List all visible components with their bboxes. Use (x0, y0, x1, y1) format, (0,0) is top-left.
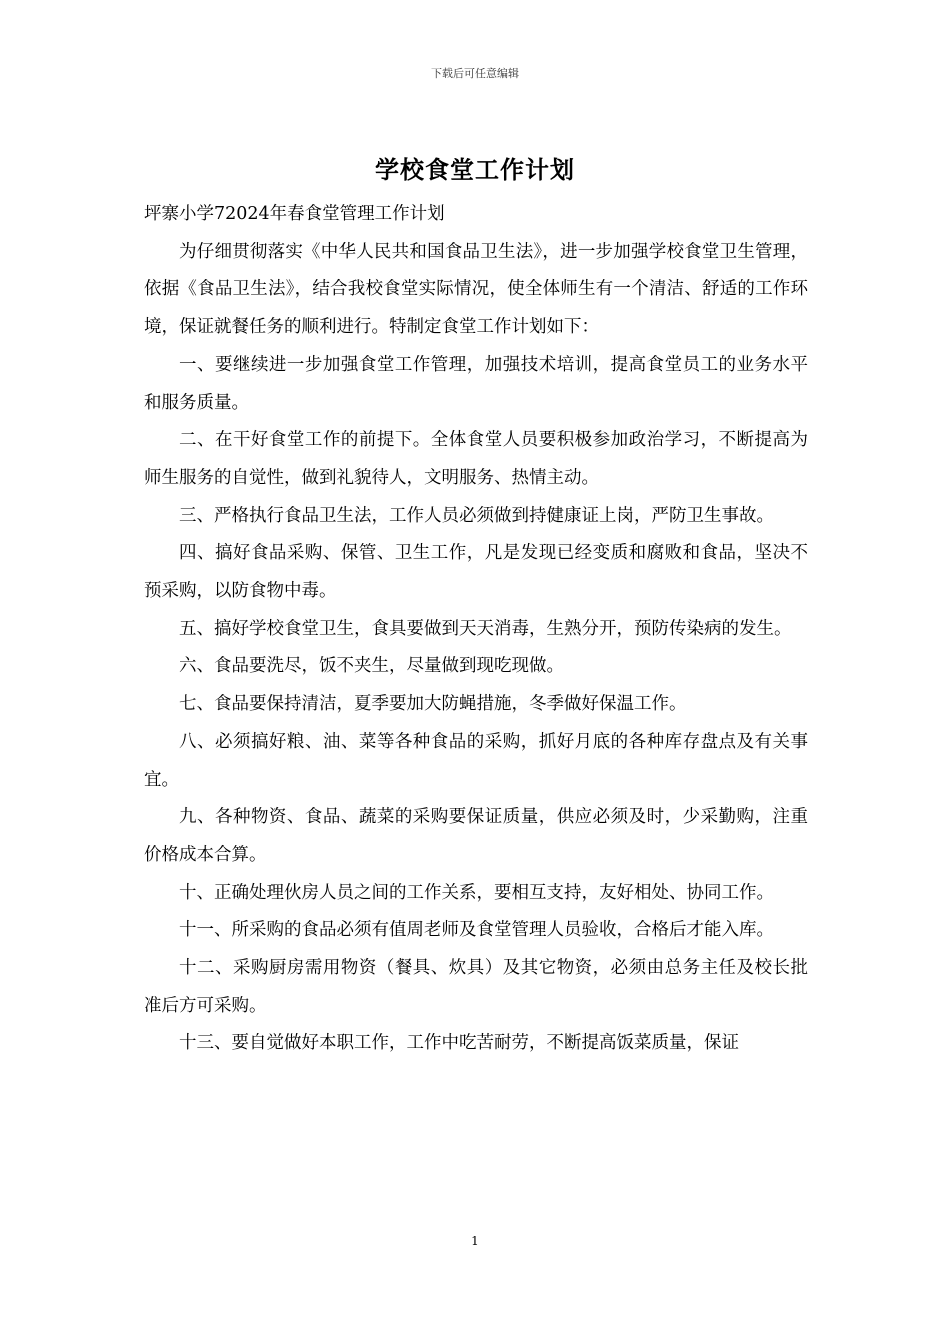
paragraph-item-8: 八、必须搞好粮、油、菜等各种食品的采购，抓好月底的各种库存盘点及有关事宜。 (144, 731, 808, 790)
paragraph-item-11: 十一、所采购的食品必须有值周老师及食堂管理人员验收，合格后才能入库。 (179, 920, 774, 941)
page-header-note: 下载后可任意编辑 (431, 67, 519, 80)
paragraph-item-7: 七、食品要保持清洁，夏季要加大防蝇措施，冬季做好保温工作。 (179, 694, 687, 715)
paragraph-item-9: 九、各种物资、食品、蔬菜的采购要保证质量，供应必须及时，少采勤购，注重价格成本合算。 (144, 807, 808, 865)
paragraph-item-5: 五、搞好学校食堂卫生，食具要做到天天消毒，生熟分开，预防传染病的发生。 (179, 618, 792, 639)
document-title: 学校食堂工作计划 (375, 155, 575, 184)
paragraph-item-12: 十二、采购厨房需用物资（餐具、炊具）及其它物资，必须由总务主任及校长批准后方可采购。 (144, 958, 808, 1016)
paragraph-item-2: 二、在干好食堂工作的前提下。全体食堂人员要积极参加政治学习，不断提高为师生服务的自觉性，做到礼貌待人，文明服务、热情主动。 (144, 430, 808, 488)
paragraph-item-10: 十、正确处理伙房人员之间的工作关系，要相互支持，友好相处、协同工作。 (179, 882, 774, 903)
document-body (144, 196, 808, 1063)
paragraph-item-6: 六、食品要洗尽，饭不夹生，尽量做到现吃现做。 (179, 656, 564, 677)
paragraph-item-13: 十三、要自觉做好本职工作，工作中吃苦耐劳，不断提高饭菜质量，保证 (179, 1033, 739, 1054)
paragraph-item-1: 一、要继续进一步加强食堂工作管理，加强技术培训，提高食堂员工的业务水平和服务质量。 (144, 354, 808, 413)
paragraph-item-3: 三、严格执行食品卫生法，工作人员必须做到持健康证上岗，严防卫生事故。 (179, 505, 774, 526)
paragraph-item-4: 四、搞好食品采购、保管、卫生工作，凡是发现已经变质和腐败和食品，坚决不预采购，以防食物中毒。 (144, 543, 808, 602)
document-subtitle: 坪寨小学72024年春食堂管理工作计划 (144, 204, 445, 224)
paragraph-intro: 为仔细贯彻落实《中华人民共和国食品卫生法》，进一步加强学校食堂卫生管理，依据《食品卫生法》，结合我校食堂实际情况，使全体师生有一个清洁、舒适的工作环境，保证就餐任务的顺利进行。特制定食堂工作计划如下： (144, 241, 808, 338)
page-number: 1 (471, 1234, 479, 1248)
